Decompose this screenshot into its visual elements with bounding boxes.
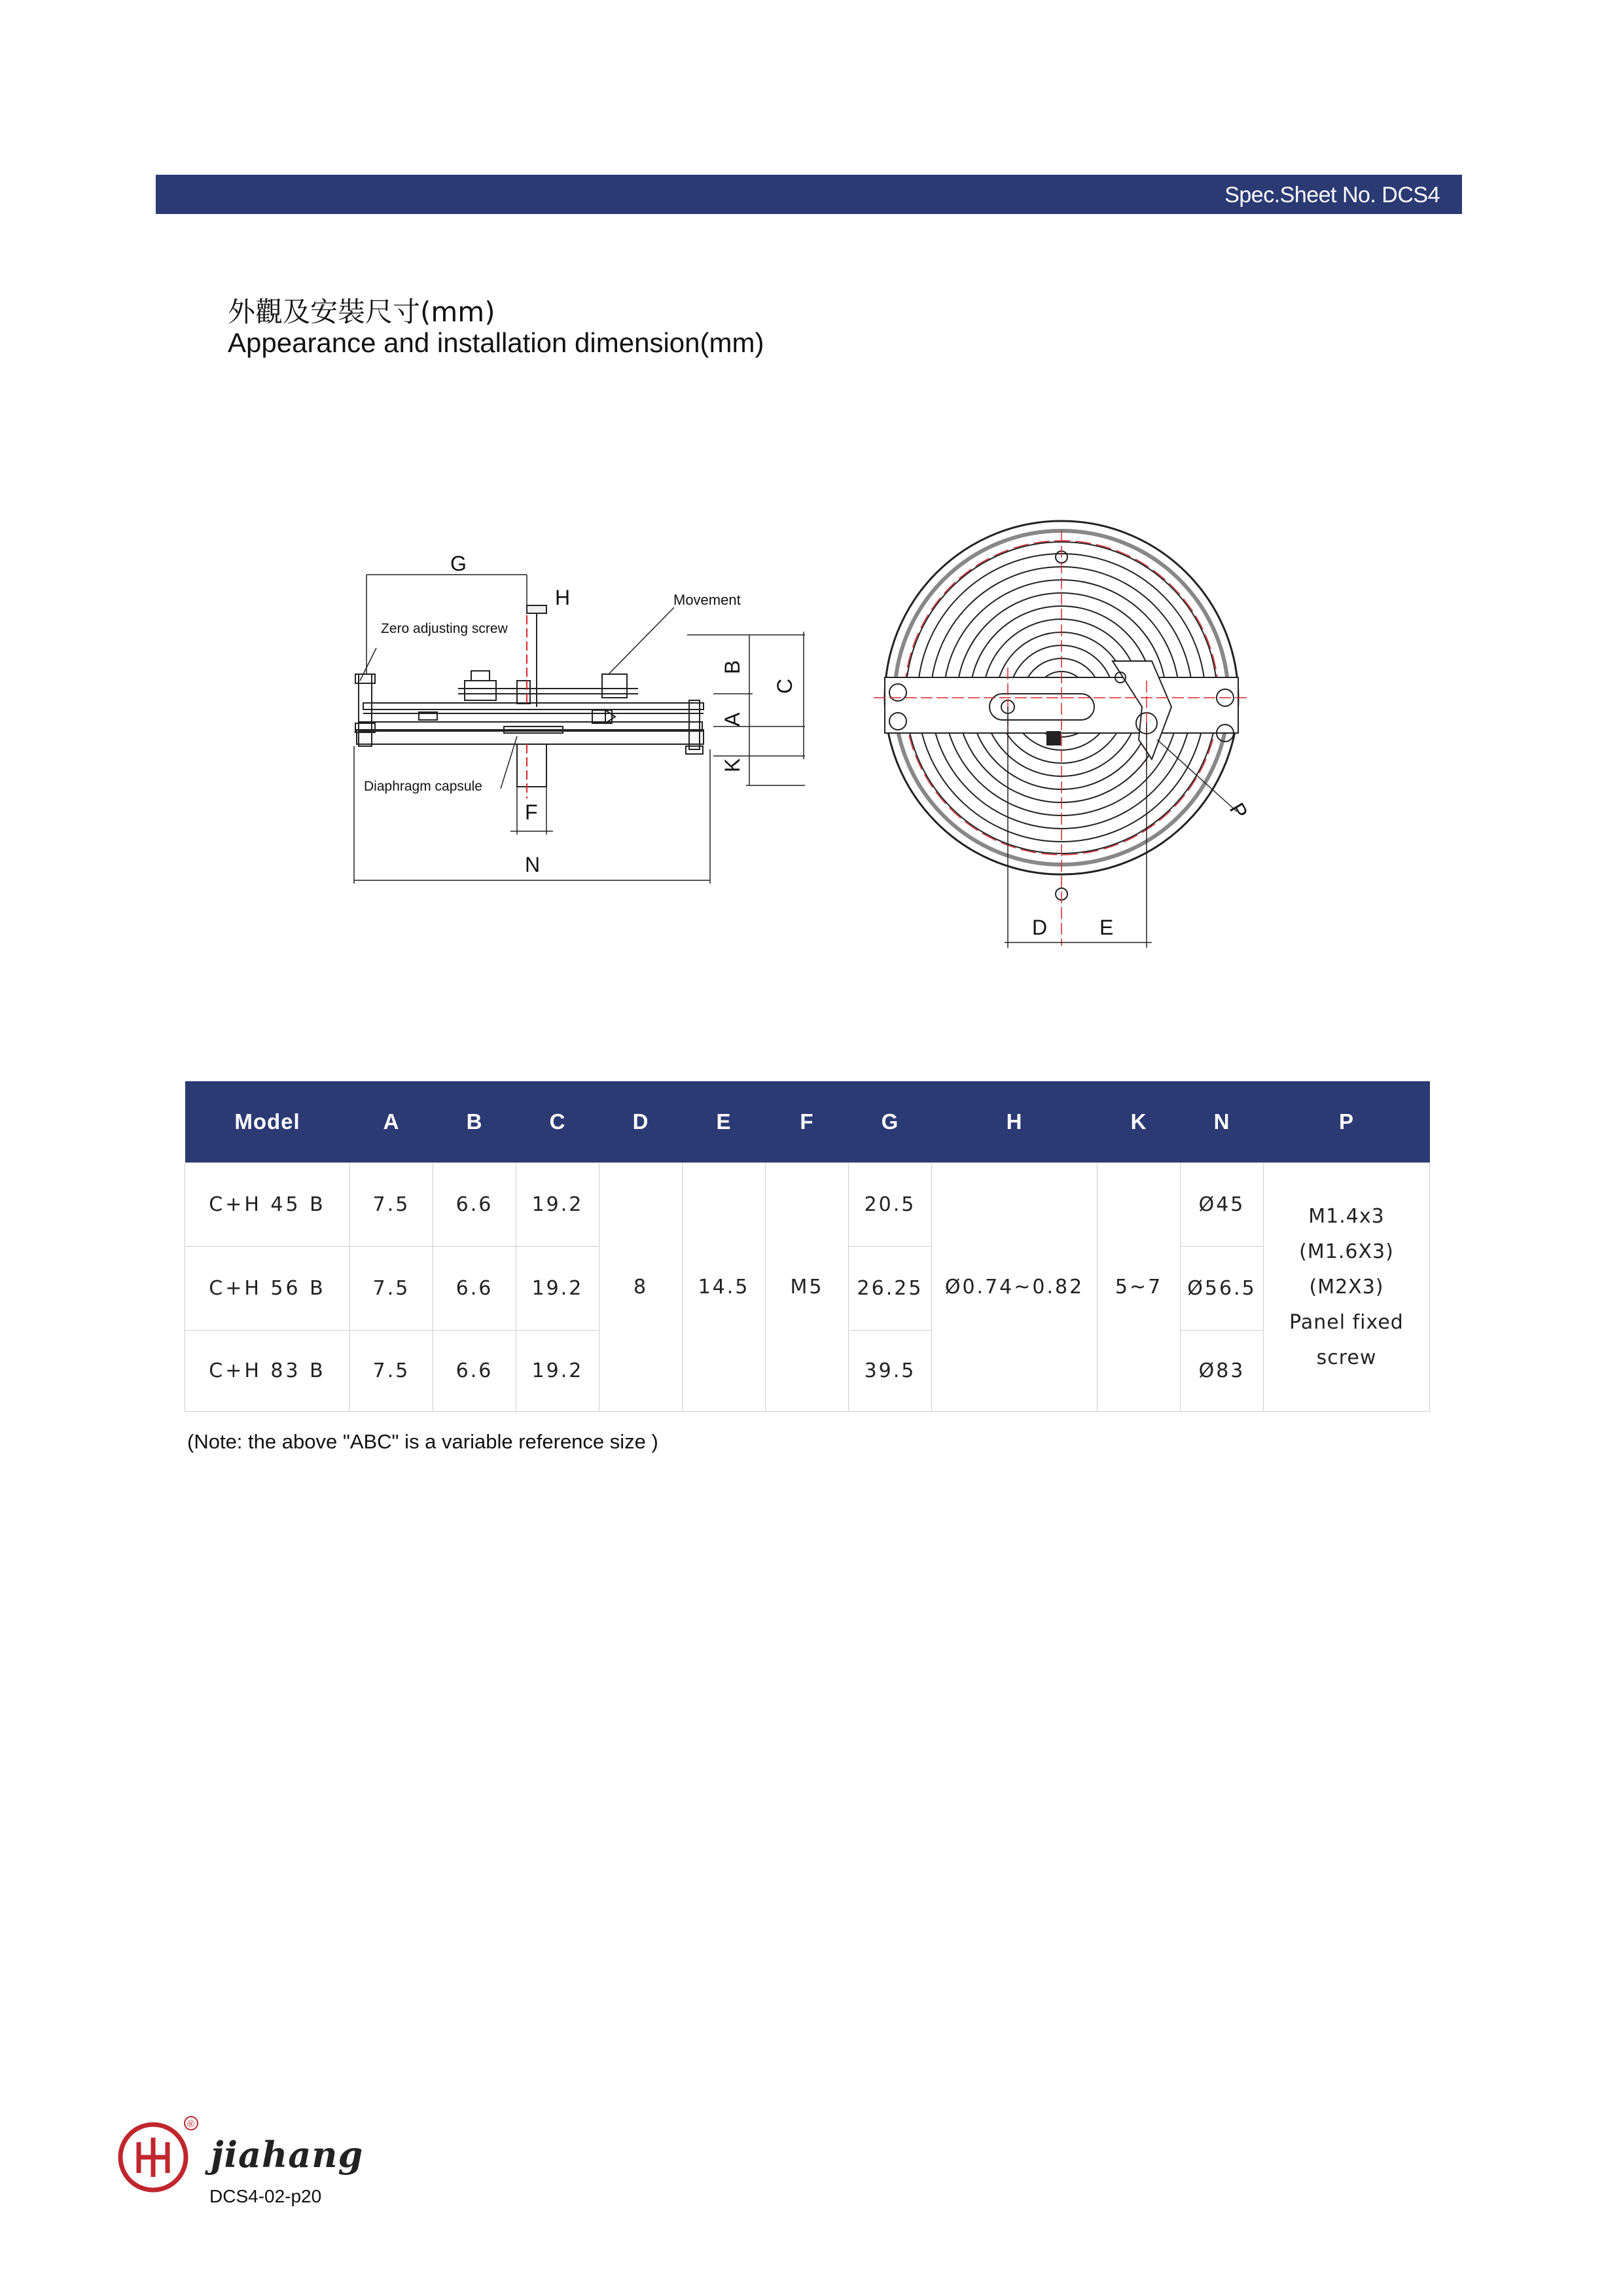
cell-p (1264, 1163, 1430, 1412)
spec-sheet-number: Spec.Sheet No. DCS4 (1224, 183, 1440, 207)
col-header-h: H (932, 1081, 1097, 1163)
table-header-row (185, 1081, 1430, 1163)
dim-label-f: F (525, 800, 538, 824)
col-header-g: G (849, 1081, 932, 1163)
dim-label-a: A (721, 712, 744, 726)
cell-g: 26.25 (849, 1247, 932, 1331)
title-english: Appearance and installation dimension(mm) (228, 327, 764, 358)
dim-label-k: K (721, 758, 744, 772)
cell-c: 19.2 (516, 1247, 599, 1331)
dimension-table (185, 1081, 1430, 1412)
cell-a: 7.5 (350, 1163, 433, 1247)
cell-p-line: (M2X3) (1309, 1275, 1384, 1299)
title-chinese: 外觀及安裝尺寸(mm) (228, 296, 495, 328)
cell-model: C+H 83 B (185, 1331, 350, 1412)
cell-model: C+H 56 B (185, 1247, 350, 1331)
dim-label-p: P (1224, 798, 1253, 823)
cell-n: Ø56.5 (1181, 1247, 1264, 1331)
technical-drawing (0, 0, 1623, 982)
cell-c: 19.2 (516, 1163, 599, 1247)
col-header-b: B (433, 1081, 516, 1163)
cell-e: 14.5 (683, 1163, 766, 1412)
dim-label-h: H (555, 586, 571, 609)
cell-a: 7.5 (350, 1331, 433, 1412)
zero-adjusting-screw-label: Zero adjusting screw (381, 621, 508, 636)
col-header-k: K (1097, 1081, 1181, 1163)
cell-a: 7.5 (350, 1247, 433, 1331)
cell-p-line: M1.4x3 (1308, 1204, 1385, 1228)
cell-k: 5~7 (1097, 1163, 1181, 1412)
col-header-p: P (1264, 1081, 1430, 1163)
cell-b: 6.6 (433, 1247, 516, 1331)
dim-label-b: B (721, 660, 744, 674)
dim-label-d: D (1032, 916, 1048, 939)
cell-c: 19.2 (516, 1331, 599, 1412)
document-number: DCS4-02-p20 (209, 2186, 322, 2206)
col-header-e: E (683, 1081, 766, 1163)
cell-n: Ø83 (1181, 1331, 1264, 1412)
cell-b: 6.6 (433, 1163, 516, 1247)
cell-n: Ø45 (1181, 1163, 1264, 1247)
table-row (185, 1163, 1430, 1247)
cell-p-line: Panel fixed (1289, 1310, 1404, 1334)
cell-p-line: screw (1316, 1346, 1377, 1369)
cell-p-line: (M1.6X3) (1299, 1240, 1394, 1263)
cell-model: C+H 45 B (185, 1163, 350, 1247)
diaphragm-capsule-label: Diaphragm capsule (364, 779, 482, 794)
dim-label-g: G (450, 552, 467, 575)
cell-d: 8 (599, 1163, 683, 1412)
dim-label-e: E (1099, 916, 1114, 939)
registered-mark: ® (187, 2119, 195, 2130)
jiahang-logo-icon (118, 2113, 209, 2204)
movement-label: Movement (673, 592, 741, 608)
cell-g: 39.5 (849, 1331, 932, 1412)
col-header-f: F (766, 1081, 849, 1163)
col-header-c: C (516, 1081, 599, 1163)
table-note: (Note: the above "ABC" is a variable reference size ) (187, 1430, 658, 1453)
col-header-n: N (1181, 1081, 1264, 1163)
front-view-drawing (874, 521, 1247, 948)
cell-f: M5 (766, 1163, 849, 1412)
dim-label-n: N (525, 853, 541, 876)
cell-g: 20.5 (849, 1163, 932, 1247)
col-header-model: Model (185, 1081, 350, 1163)
cell-h: Ø0.74~0.82 (932, 1163, 1097, 1412)
dim-label-c: C (773, 678, 796, 694)
col-header-d: D (599, 1081, 683, 1163)
cell-b: 6.6 (433, 1331, 516, 1412)
col-header-a: A (350, 1081, 433, 1163)
brand-name: jiahang (211, 2134, 364, 2176)
